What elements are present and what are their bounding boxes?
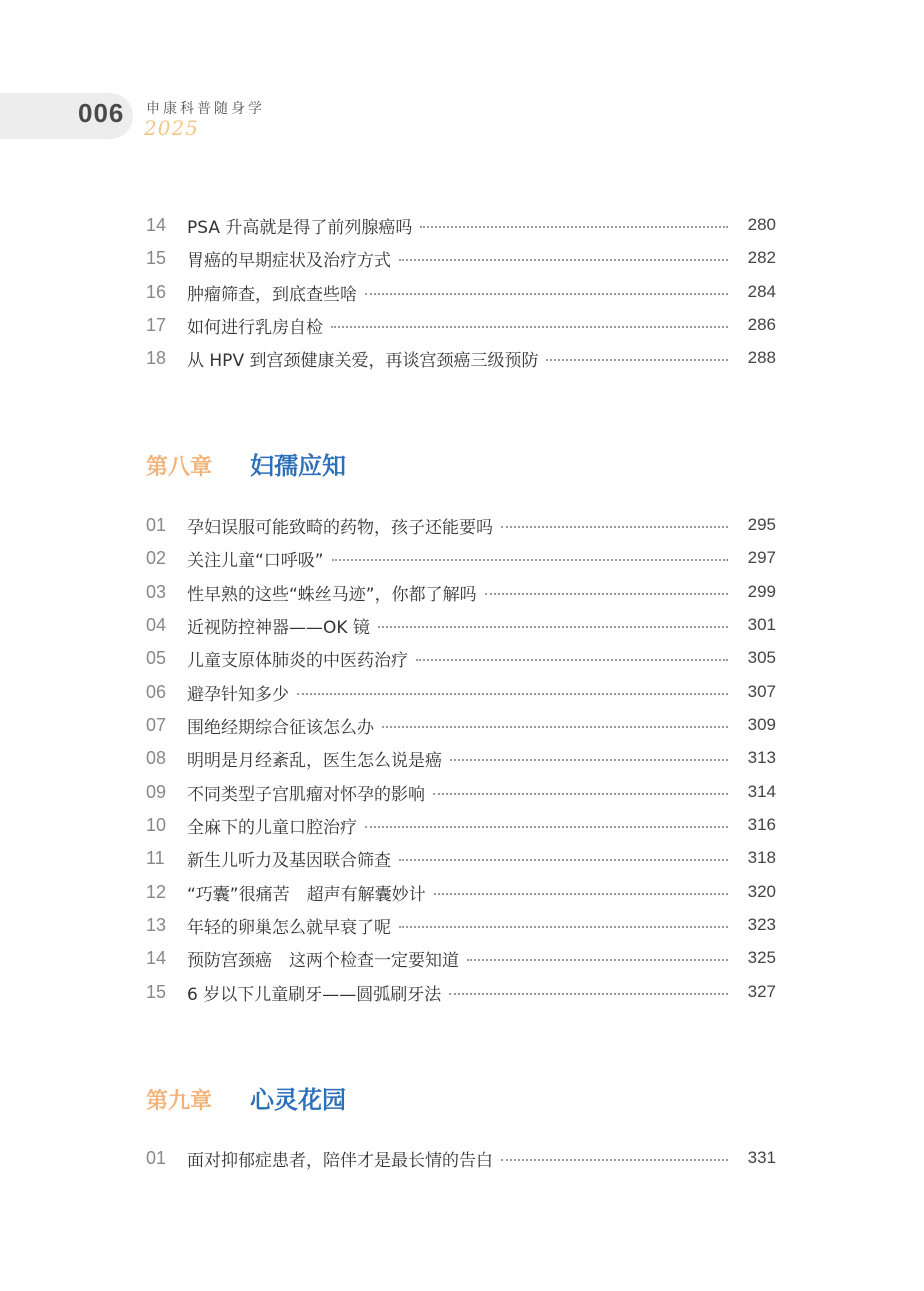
dot-leader	[450, 759, 728, 761]
toc-entry-page: 297	[747, 548, 776, 567]
toc-entry-number: 18	[146, 347, 167, 368]
toc-entry-number: 03	[146, 581, 167, 602]
dot-leader	[399, 859, 728, 861]
toc-entry-title: PSA 升高就是得了前列腺癌吗	[187, 217, 413, 238]
dot-leader	[501, 526, 728, 528]
toc-entry-title: “巧囊”很痛苦 超声有解囊妙计	[187, 884, 426, 905]
dot-leader	[449, 993, 728, 995]
dot-leader	[365, 293, 728, 295]
toc-entry[interactable]	[146, 845, 776, 871]
toc-entry-page: 325	[747, 948, 776, 967]
toc-entry-page: 305	[747, 648, 776, 667]
toc-entry-page: 288	[747, 348, 776, 367]
dot-leader	[416, 659, 728, 661]
toc-entry-page: 327	[747, 982, 776, 1001]
toc-entry-page: 284	[747, 282, 776, 301]
toc-entry-page: 313	[747, 748, 776, 767]
toc-entry-number: 06	[146, 681, 167, 702]
toc-entry-title: 新生儿听力及基因联合筛查	[187, 850, 391, 871]
toc-entry-number: 01	[146, 1147, 167, 1168]
toc-entry-page: 320	[747, 882, 776, 901]
toc-entry[interactable]	[146, 245, 776, 271]
toc-entry[interactable]	[146, 312, 776, 338]
toc-entry-title: 6 岁以下儿童刷牙——圆弧刷牙法	[187, 984, 442, 1005]
toc-entry[interactable]	[146, 512, 776, 538]
toc-entry-title: 从 HPV 到宫颈健康关爱，再谈宫颈癌三级预防	[187, 350, 539, 371]
toc-entry-title: 全麻下的儿童口腔治疗	[187, 817, 357, 838]
toc-entry[interactable]	[146, 912, 776, 938]
toc-entry-page: 307	[747, 682, 776, 701]
toc-entry-page: 309	[747, 715, 776, 734]
dot-leader	[434, 893, 728, 895]
toc-entry[interactable]	[146, 679, 776, 705]
toc-entry-number: 16	[146, 281, 167, 302]
toc-entry-page: 299	[747, 582, 776, 601]
toc-entry-number: 01	[146, 514, 167, 535]
series-title: 申康科普随身学	[146, 101, 265, 117]
toc-entry-page: 331	[747, 1148, 776, 1167]
chapter-title: 妇孺应知	[250, 451, 346, 480]
dot-leader	[297, 693, 728, 695]
series-year: 2025	[144, 116, 199, 140]
toc-entry[interactable]	[146, 712, 776, 738]
toc-entry[interactable]	[146, 212, 776, 238]
toc-entry-number: 04	[146, 614, 167, 635]
toc-entry-number: 15	[146, 247, 167, 268]
chapter-heading	[146, 446, 346, 481]
toc-entry-number: 12	[146, 881, 167, 902]
toc-entry-number: 14	[146, 214, 167, 235]
toc-entry-page: 314	[747, 782, 776, 801]
toc-entry[interactable]	[146, 279, 776, 305]
toc-entry-title: 避孕针知多少	[187, 684, 289, 705]
toc-entry-number: 11	[146, 847, 165, 868]
toc-entry[interactable]	[146, 1145, 776, 1171]
toc-entry-page: 286	[747, 315, 776, 334]
toc-entry-number: 09	[146, 781, 167, 802]
toc-entry-page: 316	[747, 815, 776, 834]
toc-entry-number: 08	[146, 747, 167, 768]
toc-entry[interactable]	[146, 779, 776, 805]
page-number: 006	[78, 98, 125, 128]
toc-entry-page: 295	[747, 515, 776, 534]
toc-entry[interactable]	[146, 579, 776, 605]
toc-entry-title: 预防宫颈癌 这两个检查一定要知道	[187, 950, 459, 971]
toc-entry-page: 301	[747, 615, 776, 634]
toc-entry[interactable]	[146, 745, 776, 771]
toc-entry-page: 280	[747, 215, 776, 234]
toc-entry-title: 年轻的卵巢怎么就早衰了呢	[187, 917, 391, 938]
dot-leader	[378, 626, 728, 628]
toc-entry-title: 面对抑郁症患者，陪伴才是最长情的告白	[187, 1150, 493, 1171]
dot-leader	[420, 226, 728, 228]
dot-leader	[546, 359, 728, 361]
dot-leader	[467, 959, 728, 961]
toc-entry-number: 13	[146, 914, 167, 935]
chapter-label: 第九章	[146, 1088, 213, 1114]
dot-leader	[485, 593, 728, 595]
toc-entry-title: 不同类型子宫肌瘤对怀孕的影响	[187, 784, 425, 805]
toc-entry-page: 282	[747, 248, 776, 267]
dot-leader	[433, 793, 728, 795]
chapter-title: 心灵花园	[250, 1085, 346, 1114]
toc-entry-number: 05	[146, 647, 167, 668]
toc-entry-page: 318	[747, 848, 776, 867]
toc-entry-title: 围绝经期综合征该怎么办	[187, 717, 374, 738]
toc-entry[interactable]	[146, 945, 776, 971]
toc-entry[interactable]	[146, 645, 776, 671]
toc-entry[interactable]	[146, 345, 776, 371]
toc-entry-title: 肿瘤筛查，到底查些啥	[187, 284, 357, 305]
dot-leader	[382, 726, 728, 728]
toc-entry-number: 07	[146, 714, 167, 735]
toc-entry[interactable]	[146, 879, 776, 905]
toc-entry-number: 02	[146, 547, 167, 568]
toc-entry[interactable]	[146, 612, 776, 638]
toc-entry-title: 近视防控神器——OK 镜	[187, 617, 370, 638]
toc-entry-title: 孕妇误服可能致畸的药物，孩子还能要吗	[187, 517, 493, 538]
toc-entry-number: 17	[146, 314, 167, 335]
chapter-heading	[146, 1080, 346, 1115]
dot-leader	[332, 559, 728, 561]
dot-leader	[501, 1159, 728, 1161]
toc-entry-number: 10	[146, 814, 167, 835]
toc-entry-title: 明明是月经紊乱，医生怎么说是癌	[187, 750, 442, 771]
toc-entry-title: 儿童支原体肺炎的中医药治疗	[187, 650, 408, 671]
toc-entry[interactable]	[146, 979, 776, 1005]
toc-entry[interactable]	[146, 812, 776, 838]
chapter-label: 第八章	[146, 454, 213, 480]
dot-leader	[331, 326, 728, 328]
toc-entry-page: 323	[747, 915, 776, 934]
toc-entry[interactable]	[146, 545, 776, 571]
toc-entry-title: 关注儿童“口呼吸”	[187, 550, 324, 571]
dot-leader	[365, 826, 728, 828]
toc-entry-title: 胃癌的早期症状及治疗方式	[187, 250, 391, 271]
dot-leader	[399, 259, 728, 261]
toc-entry-title: 性早熟的这些“蛛丝马迹”，你都了解吗	[187, 584, 477, 605]
toc-entry-title: 如何进行乳房自检	[187, 317, 323, 338]
toc-entry-number: 14	[146, 947, 167, 968]
toc-entry-number: 15	[146, 981, 167, 1002]
dot-leader	[399, 926, 728, 928]
